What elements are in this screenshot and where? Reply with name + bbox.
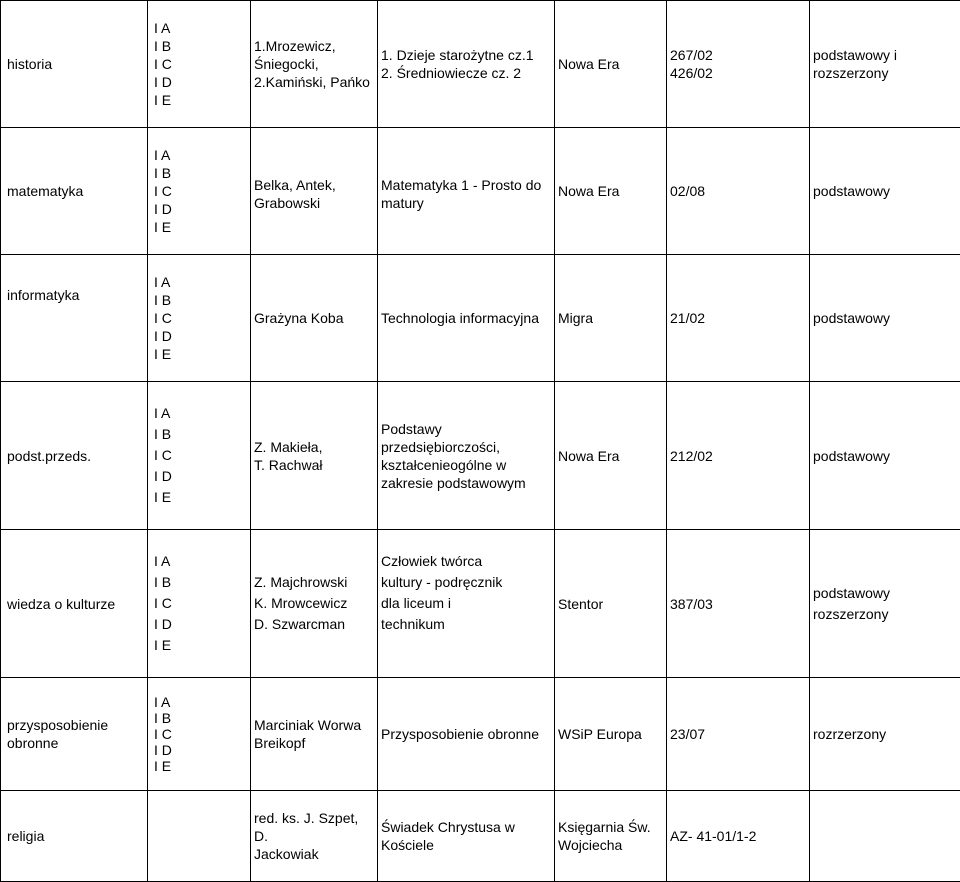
authors-cell: Z. Makieła, T. Rachwał xyxy=(251,382,378,530)
level-cell xyxy=(810,791,960,882)
publisher-cell: Stentor xyxy=(555,530,667,678)
title-cell: Człowiek twórca kultury - podręcznik dla liceum i technikum xyxy=(378,530,555,678)
publisher-cell: Migra xyxy=(555,255,667,382)
level-cell: rozrzerzony xyxy=(810,678,960,791)
table-row xyxy=(1,128,960,255)
publisher-cell: Nowa Era xyxy=(555,382,667,530)
approval-number-cell: AZ- 41-01/1-2 xyxy=(667,791,810,882)
classes-cell: I A I B I C I D I E xyxy=(148,1,251,128)
title-cell: 1. Dzieje starożytne cz.1 2. Średniowiecze cz. 2 xyxy=(378,1,555,128)
classes-cell: I A I B I C I D I E xyxy=(148,678,251,791)
table-row xyxy=(1,382,960,530)
level-cell: podstawowy xyxy=(810,382,960,530)
publisher-cell: Księgarnia Św. Wojciecha xyxy=(555,791,667,882)
publisher-cell: Nowa Era xyxy=(555,1,667,128)
table-row xyxy=(1,255,960,382)
level-cell: podstawowy xyxy=(810,128,960,255)
authors-cell: 1.Mrozewicz, Śniegocki, 2.Kamiński, Pańko xyxy=(251,1,378,128)
title-cell: Matematyka 1 - Prosto do matury xyxy=(378,128,555,255)
approval-number-cell: 387/03 xyxy=(667,530,810,678)
level-cell: podstawowy i rozszerzony xyxy=(810,1,960,128)
authors-cell: Belka, Antek, Grabowski xyxy=(251,128,378,255)
title-cell: Podstawy przedsiębiorczości, kształcenieogólne w zakresie podstawowym xyxy=(378,382,555,530)
classes-cell: I A I B I C I D I E xyxy=(148,382,251,530)
table-row xyxy=(1,791,960,882)
table-row xyxy=(1,678,960,791)
approval-number-cell: 21/02 xyxy=(667,255,810,382)
table-row xyxy=(1,1,960,128)
table-row xyxy=(1,530,960,678)
title-cell: Przysposobienie obronne xyxy=(378,678,555,791)
subject-cell: religia xyxy=(1,791,148,882)
level-cell: podstawowy xyxy=(810,255,960,382)
subject-cell: historia xyxy=(1,1,148,128)
authors-cell: Grażyna Koba xyxy=(251,255,378,382)
authors-cell: red. ks. J. Szpet, D. Jackowiak xyxy=(251,791,378,882)
subject-cell: podst.przeds. xyxy=(1,382,148,530)
publisher-cell: Nowa Era xyxy=(555,128,667,255)
authors-cell: Z. Majchrowski K. Mrowcewicz D. Szwarcman xyxy=(251,530,378,678)
subject-cell: informatyka xyxy=(1,255,148,382)
approval-number-cell: 02/08 xyxy=(667,128,810,255)
level-cell: podstawowy rozszerzony xyxy=(810,530,960,678)
title-cell: Świadek Chrystusa w Kościele xyxy=(378,791,555,882)
approval-number-cell: 23/07 xyxy=(667,678,810,791)
classes-cell xyxy=(148,791,251,882)
approval-number-cell: 212/02 xyxy=(667,382,810,530)
authors-cell: Marciniak Worwa Breikopf xyxy=(251,678,378,791)
subject-cell: wiedza o kulturze xyxy=(1,530,148,678)
classes-cell: I A I B I C I D I E xyxy=(148,255,251,382)
classes-cell: I A I B I C I D I E xyxy=(148,128,251,255)
classes-cell: I A I B I C I D I E xyxy=(148,530,251,678)
subject-cell: przysposobienie obronne xyxy=(1,678,148,791)
subject-cell: matematyka xyxy=(1,128,148,255)
publisher-cell: WSiP Europa xyxy=(555,678,667,791)
title-cell: Technologia informacyjna xyxy=(378,255,555,382)
approval-number-cell: 267/02 426/02 xyxy=(667,1,810,128)
